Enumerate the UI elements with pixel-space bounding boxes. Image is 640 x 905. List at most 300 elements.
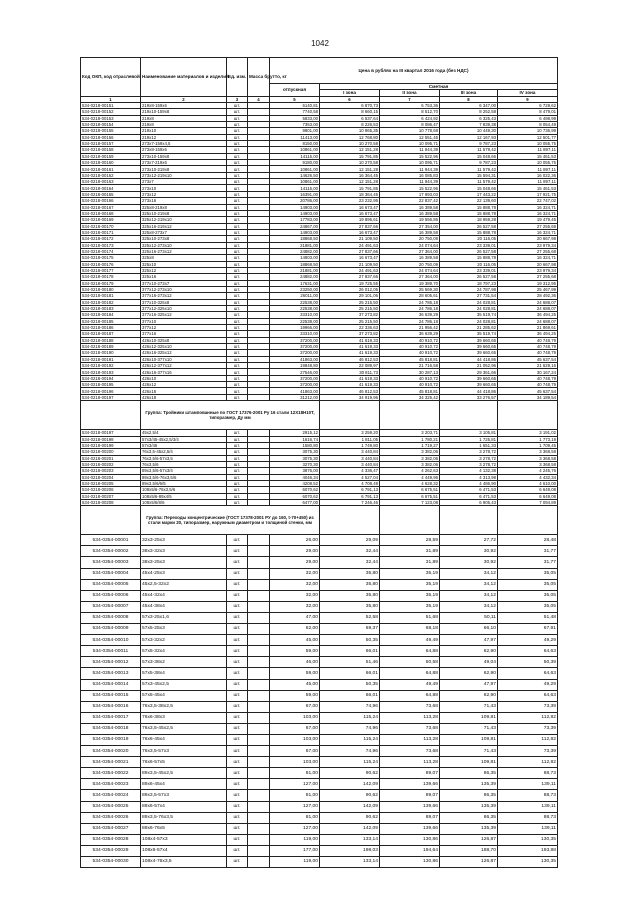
table-cell	[248, 568, 270, 579]
table-cell: 534-0218-00162	[81, 172, 141, 178]
table-cell: 534-0218-00151	[81, 103, 141, 109]
table-cell: шт.	[227, 274, 248, 280]
table-cell: 6 791,13	[320, 487, 380, 493]
table-cell: 25 215,50	[320, 306, 380, 312]
table-cell: 64,63	[498, 668, 558, 679]
table-cell: 325х16-219х12	[141, 223, 227, 229]
table-cell: 4 708,49	[320, 480, 380, 486]
table-cell: 39 660,65	[440, 382, 498, 388]
table-cell: шт.	[227, 363, 248, 369]
table-cell: шт.	[227, 468, 248, 474]
table-cell: 219х10-159х8	[141, 109, 227, 115]
table-cell: шт.	[227, 535, 248, 546]
table-cell: 46 812,53	[320, 356, 380, 362]
table-cell: 2915,12	[270, 430, 320, 436]
table-cell: 6 347,00	[440, 103, 498, 109]
column-index: 1	[81, 96, 141, 102]
table-cell: 29,00	[270, 557, 320, 568]
table-row	[81, 690, 558, 701]
table-cell: 3 440,84	[320, 455, 380, 461]
table-cell: 108х6-57х4	[141, 845, 227, 856]
table-cell: 6 675,51	[380, 487, 440, 493]
table-cell: 24 074,64	[380, 242, 440, 248]
table-cell: 534-0354-00028	[81, 834, 141, 845]
table-cell: 37 273,82	[320, 331, 380, 337]
table-cell: 12 151,28	[320, 166, 380, 172]
table-cell: шт.	[227, 236, 248, 242]
table-cell: 89х3,5/6/6/5	[141, 480, 227, 486]
table-cell: 534-0354-00004	[81, 568, 141, 579]
table-cell: 32,00	[270, 590, 320, 601]
header-otpusk: отпускная	[270, 84, 320, 97]
table-cell: 15 594,31	[440, 172, 498, 178]
table-cell: 28,59	[380, 535, 440, 546]
table-cell: 6 791,13	[320, 493, 380, 499]
table-cell: 32,44	[320, 557, 380, 568]
table-cell: 35,19	[380, 601, 440, 612]
table-cell: 10 736,99	[498, 128, 558, 134]
table-cell: 50,11	[440, 612, 498, 623]
table-cell: 133,14	[320, 857, 380, 868]
table-row	[81, 679, 558, 690]
table-cell: 126,87	[440, 834, 498, 845]
table-cell: 377х16-325х12	[141, 312, 227, 318]
table-cell: 534-0218-00197	[81, 394, 141, 400]
table-cell: 1 780,21	[380, 436, 440, 442]
table-cell: 89,07	[380, 768, 440, 779]
table-cell: 66,01	[320, 690, 380, 701]
table-cell: 534-0218-00182	[81, 299, 141, 305]
table-cell: 16 673,47	[320, 210, 380, 216]
table-cell: шт.	[227, 325, 248, 331]
table-cell: 534-0218-00206	[81, 487, 141, 493]
table-header	[81, 58, 558, 103]
table-cell: шт.	[227, 356, 248, 362]
table-cell: 17 443,22	[440, 191, 498, 197]
table-cell: 12 151,28	[320, 147, 380, 153]
table-cell: 1 811,05	[320, 436, 380, 442]
table-cell: 15 888,78	[440, 210, 498, 216]
table-cell: 44 418,86	[440, 388, 498, 394]
column-index: 6	[320, 96, 380, 102]
table-cell: 64,88	[380, 646, 440, 657]
table-cell: 325х10-273х8	[141, 236, 227, 242]
table-cell: 39 660,65	[440, 350, 498, 356]
table-cell: шт.	[227, 499, 248, 505]
table-cell: 21 869,61	[498, 325, 558, 331]
table-cell: 36 639,29	[380, 331, 440, 337]
table-cell: 534-0218-00205	[81, 480, 141, 486]
table-cell: 89х3,5-76х3,5	[141, 812, 227, 823]
table-cell: 19848,80	[270, 363, 320, 369]
table-cell: шт.	[227, 624, 248, 635]
table-cell: шт.	[227, 449, 248, 455]
table-cell: 534-0354-00005	[81, 579, 141, 590]
table-cell: 40 748,79	[498, 350, 558, 356]
column-index: 8	[440, 96, 498, 102]
table-cell: 49,04	[440, 657, 498, 668]
table-cell: 35,05	[498, 568, 558, 579]
table-cell: шт.	[227, 857, 248, 868]
table-cell: шт.	[227, 204, 248, 210]
table-cell: 57х5-32х4	[141, 646, 227, 657]
table-cell: 6 471,53	[440, 487, 498, 493]
table-cell: 6 753,36	[380, 103, 440, 109]
table-cell: 47,97	[440, 679, 498, 690]
table-cell	[248, 834, 270, 845]
table-cell: 27 837,66	[320, 223, 380, 229]
table-cell: 534-0218-00177	[81, 267, 141, 273]
table-cell: шт.	[227, 601, 248, 612]
table-cell: 325х12-219х10	[141, 217, 227, 223]
table-cell: 27 255,68	[498, 274, 558, 280]
table-cell: 273х10	[141, 185, 227, 191]
table-cell: 62,90	[440, 690, 498, 701]
table-cell: 41 619,33	[320, 350, 380, 356]
table-cell: 8 512,70	[380, 109, 440, 115]
table-cell: 4 336,47	[320, 468, 380, 474]
column-index: 7	[380, 96, 440, 102]
table-cell: 31212,00	[270, 394, 320, 400]
table-cell: 534-0218-00199	[81, 442, 141, 448]
table-cell: 534-0218-00191	[81, 356, 141, 362]
table-cell: 534-0354-00019	[81, 734, 141, 745]
table-cell	[248, 701, 270, 712]
table-cell: 74,96	[320, 701, 380, 712]
table-cell: 7353,00	[270, 122, 320, 128]
table-cell: 20 116,05	[440, 261, 498, 267]
table-cell: 325х10	[141, 261, 227, 267]
table-cell: шт.	[227, 267, 248, 273]
table-cell: шт.	[227, 701, 248, 712]
table-cell: 3 440,84	[320, 461, 380, 467]
table-cell: 24 028,81	[440, 318, 498, 324]
table-cell: 51,46	[320, 657, 380, 668]
table-cell: 534-0354-00010	[81, 635, 141, 646]
table-cell: 534-0218-00159	[81, 153, 141, 159]
table-cell: 534-0218-00197	[81, 430, 141, 436]
header-zone-2: II зона	[380, 90, 440, 96]
table-row	[81, 834, 558, 845]
price-table	[80, 57, 558, 868]
table-cell: шт.	[227, 185, 248, 191]
table-cell: шт.	[227, 480, 248, 486]
table-cell: 12 151,28	[320, 179, 380, 185]
table-cell: 16391,00	[270, 191, 320, 197]
table-cell: 15 888,78	[440, 204, 498, 210]
table-cell: 534-0218-00184	[81, 312, 141, 318]
table-row	[81, 635, 558, 646]
table-row	[81, 701, 558, 712]
table-cell: шт.	[227, 261, 248, 267]
table-cell: 534-0218-00169	[81, 217, 141, 223]
table-cell: 109,81	[440, 712, 498, 723]
table-cell: 23 232,95	[320, 198, 380, 204]
table-cell: 26 527,58	[440, 223, 498, 229]
table-cell: 426х12	[141, 382, 227, 388]
table-cell: шт.	[227, 579, 248, 590]
table-row	[81, 712, 558, 723]
table-cell: 45 818,81	[380, 356, 440, 362]
table-cell: 35,80	[320, 590, 380, 601]
table-cell: 15 461,53	[498, 185, 558, 191]
table-cell: 76х3,5/6	[141, 461, 227, 467]
table-cell: 534-0218-00186	[81, 325, 141, 331]
table-cell: 426х16	[141, 388, 227, 394]
table-cell: 67,00	[270, 723, 320, 734]
table-cell: 534-0218-00153	[81, 115, 141, 121]
table-cell: 24 688,07	[498, 306, 558, 312]
table-cell: 34,12	[440, 579, 498, 590]
table-cell: 17 921,75	[498, 191, 558, 197]
table-cell: шт.	[227, 223, 248, 229]
table-cell: 62,90	[440, 646, 498, 657]
table-cell: 1 749,80	[320, 442, 380, 448]
table-cell: 47,00	[270, 612, 320, 623]
table-cell: 35 519,74	[440, 312, 498, 318]
table-cell: 139,11	[498, 801, 558, 812]
table-cell: 67,00	[270, 701, 320, 712]
table-cell: 50,35	[320, 635, 380, 646]
table-cell: 20786,00	[270, 198, 320, 204]
table-cell	[248, 679, 270, 690]
table-cell: 67,00	[270, 746, 320, 757]
table-cell	[248, 812, 270, 823]
table-cell: 534-0354-00016	[81, 701, 141, 712]
header-name: Наименование материалов и изделий	[141, 58, 227, 97]
table-cell: 73,39	[498, 723, 558, 734]
table-cell: 41863,00	[270, 388, 320, 394]
table-cell: 37200,00	[270, 337, 320, 343]
table-cell: 16 022,36	[498, 172, 558, 178]
table-cell: 325х16	[141, 274, 227, 280]
table-cell: 3876,00	[270, 468, 320, 474]
table-cell: шт.	[227, 141, 248, 147]
table-cell: 426х16-325х12	[141, 350, 227, 356]
table-cell: 139,66	[380, 779, 440, 790]
table-cell: 139,66	[380, 823, 440, 834]
table-cell: 37200,00	[270, 350, 320, 356]
table-cell: 37200,00	[270, 382, 320, 388]
table-cell: 22538,00	[270, 299, 320, 305]
table-cell: 64,63	[498, 646, 558, 657]
table-cell: 426х18	[141, 394, 227, 400]
table-cell: 534-0218-00207	[81, 493, 141, 499]
table-cell: 24 028,81	[440, 306, 498, 312]
table-cell: 127,00	[270, 779, 320, 790]
table-cell: 273х16	[141, 198, 227, 204]
table-cell: 86,35	[440, 812, 498, 823]
table-cell: 534-0218-00200	[81, 449, 141, 455]
column-index: 2	[141, 96, 227, 102]
table-cell: 119,00	[270, 857, 320, 868]
table-cell: 10 055,75	[498, 141, 558, 147]
table-cell: 26 527,58	[440, 274, 498, 280]
table-cell: 3 368,58	[498, 461, 558, 467]
table-cell: 33 276,57	[440, 394, 498, 400]
table-cell: 3 278,72	[440, 455, 498, 461]
table-cell: 25 215,50	[320, 318, 380, 324]
table-cell: 25 215,50	[320, 299, 380, 305]
table-cell: 19 479,45	[498, 217, 558, 223]
table-cell: 35,80	[320, 601, 380, 612]
table-cell: 426х10-377х10	[141, 356, 227, 362]
table-cell: 49,49	[380, 635, 440, 646]
table-cell: 534-0354-00014	[81, 679, 141, 690]
table-cell: шт.	[227, 382, 248, 388]
table-cell: 22 089,97	[320, 363, 380, 369]
table-cell: 71,43	[440, 701, 498, 712]
table-cell: 57х3-38х2	[141, 657, 227, 668]
table-cell: 273х10-219х8	[141, 166, 227, 172]
table-cell: 377х16	[141, 331, 227, 337]
table-cell: 377х12-273х10	[141, 286, 227, 292]
group-header-2: Группа: Переходы концентрические (ГОСТ 17378-2001 РУ до 160, t-70+450) из стали марки 20, типоразмер, наружным диаметром и толщиной стенки, мм	[141, 506, 320, 535]
table-cell: 3 440,84	[320, 449, 380, 455]
table-cell: 17 993,03	[380, 191, 440, 197]
table-cell: 45 637,54	[498, 388, 558, 394]
table-cell: 1 709,45	[498, 442, 558, 448]
table-cell: 9180,00	[270, 160, 320, 166]
table-cell: 10861,00	[270, 179, 320, 185]
table-cell: 534-0218-00193	[81, 369, 141, 375]
table-cell: 16 389,58	[380, 210, 440, 216]
table-cell: 534-0218-00163	[81, 179, 141, 185]
table-cell: 3 191,02	[498, 430, 558, 436]
table-cell: 32х3-25х3	[141, 535, 227, 546]
table-cell: 273х8-159х6	[141, 147, 227, 153]
table-cell: 66,01	[320, 646, 380, 657]
table-cell: 19966,00	[270, 325, 320, 331]
table-cell: 534-0354-00003	[81, 557, 141, 568]
table-cell: 142,09	[320, 823, 380, 834]
table-cell: 88,73	[498, 812, 558, 823]
table-cell: 32,00	[270, 579, 320, 590]
table-cell: 18868,50	[270, 261, 320, 267]
table-cell: 18868,50	[270, 236, 320, 242]
table-cell: 21 109,50	[320, 236, 380, 242]
table-cell: 11 897,11	[498, 147, 558, 153]
table-cell: 18 364,45	[320, 191, 380, 197]
table-cell: 273х7-159х4,5	[141, 141, 227, 147]
table-cell: 24 786,18	[380, 318, 440, 324]
header-zone-1: I зона	[320, 90, 380, 96]
table-cell: 5833,00	[270, 115, 320, 121]
table-cell: шт.	[227, 834, 248, 845]
table-cell: 69,37	[320, 624, 380, 635]
table-section-a	[81, 103, 558, 401]
table-row	[81, 823, 558, 834]
table-cell: 11 944,39	[380, 166, 440, 172]
table-row	[81, 812, 558, 823]
table-cell: 21 629,16	[498, 363, 558, 369]
table-cell: шт.	[227, 229, 248, 235]
table-cell: 76х6-57х5	[141, 757, 227, 768]
table-cell: шт.	[227, 790, 248, 801]
table-cell: 534-0354-00006	[81, 590, 141, 601]
table-cell: шт.	[227, 147, 248, 153]
table-cell	[248, 746, 270, 757]
table-cell: 38х3-25х3	[141, 557, 227, 568]
table-cell: 112,82	[498, 712, 558, 723]
table-cell: 89х6-76х5	[141, 823, 227, 834]
table-cell: шт.	[227, 166, 248, 172]
table-cell: 59,00	[270, 690, 320, 701]
table-cell: 4 486,90	[440, 480, 498, 486]
table-cell: 426х10	[141, 375, 227, 381]
table-cell: 108х5/6-89х4/5	[141, 493, 227, 499]
table-cell	[248, 757, 270, 768]
table-cell: 112,82	[498, 734, 558, 745]
table-cell: 6 649,08	[498, 487, 558, 493]
table-cell: 22 747,02	[498, 198, 558, 204]
table-cell: 89х6-57х4	[141, 801, 227, 812]
table-cell: 23 979,34	[498, 242, 558, 248]
table-cell: 534-0218-00157	[81, 141, 141, 147]
table-cell: 25 569,30	[380, 286, 440, 292]
table-cell: 113,28	[380, 712, 440, 723]
table-cell: 28 605,61	[380, 293, 440, 299]
table-cell: 109,81	[440, 734, 498, 745]
table-cell: 534-0218-00174	[81, 248, 141, 254]
table-cell: шт.	[227, 160, 248, 166]
table-cell: 119,00	[270, 834, 320, 845]
table-cell: 534-0218-00192	[81, 363, 141, 369]
table-cell: шт.	[227, 248, 248, 254]
table-cell: 534-0218-00195	[81, 382, 141, 388]
table-cell: 81,00	[270, 790, 320, 801]
table-cell: 23 339,01	[440, 267, 498, 273]
column-index: 9	[498, 96, 558, 102]
table-cell: 33310,00	[270, 331, 320, 337]
table-cell: 18 797,23	[440, 280, 498, 286]
table-cell: 39 660,65	[440, 337, 498, 343]
table-cell: 534-0354-00012	[81, 657, 141, 668]
table-cell: шт.	[227, 242, 248, 248]
table-cell: 73,68	[380, 746, 440, 757]
table-cell: 14903,00	[270, 255, 320, 261]
table-cell: 103,00	[270, 757, 320, 768]
table-row	[81, 646, 558, 657]
table-cell: 11413,00	[270, 134, 320, 140]
table-cell: шт.	[227, 557, 248, 568]
table-cell: 34 919,96	[320, 394, 380, 400]
table-cell: шт.	[227, 430, 248, 436]
table-cell: 22 336,63	[320, 325, 380, 331]
table-cell: 89х3,5/6-76х3,5/6	[141, 474, 227, 480]
table-cell: 3 278,72	[440, 449, 498, 455]
table-cell: 142,09	[320, 779, 380, 790]
table-cell: 51,48	[498, 612, 558, 623]
table-cell: шт.	[227, 546, 248, 557]
table-cell: 7 246,46	[320, 499, 380, 505]
table-cell: 26 527,58	[440, 248, 498, 254]
table-cell: 4 313,98	[440, 474, 498, 480]
table-cell: 139,11	[498, 823, 558, 834]
table-cell: шт.	[227, 293, 248, 299]
table-cell: 29,09	[320, 535, 380, 546]
table-cell: 45х2,5-32х2	[141, 579, 227, 590]
table-cell: 325х8-273х7	[141, 229, 227, 235]
table-cell: 4 132,38	[440, 468, 498, 474]
table-cell: 8 479,01	[498, 109, 558, 115]
table-cell: шт.	[227, 217, 248, 223]
table-cell: 59,00	[270, 646, 320, 657]
table-cell: шт.	[227, 568, 248, 579]
table-cell: 139,11	[498, 779, 558, 790]
column-index: 3	[227, 96, 248, 102]
table-cell: 57х5-25х3	[141, 624, 227, 635]
